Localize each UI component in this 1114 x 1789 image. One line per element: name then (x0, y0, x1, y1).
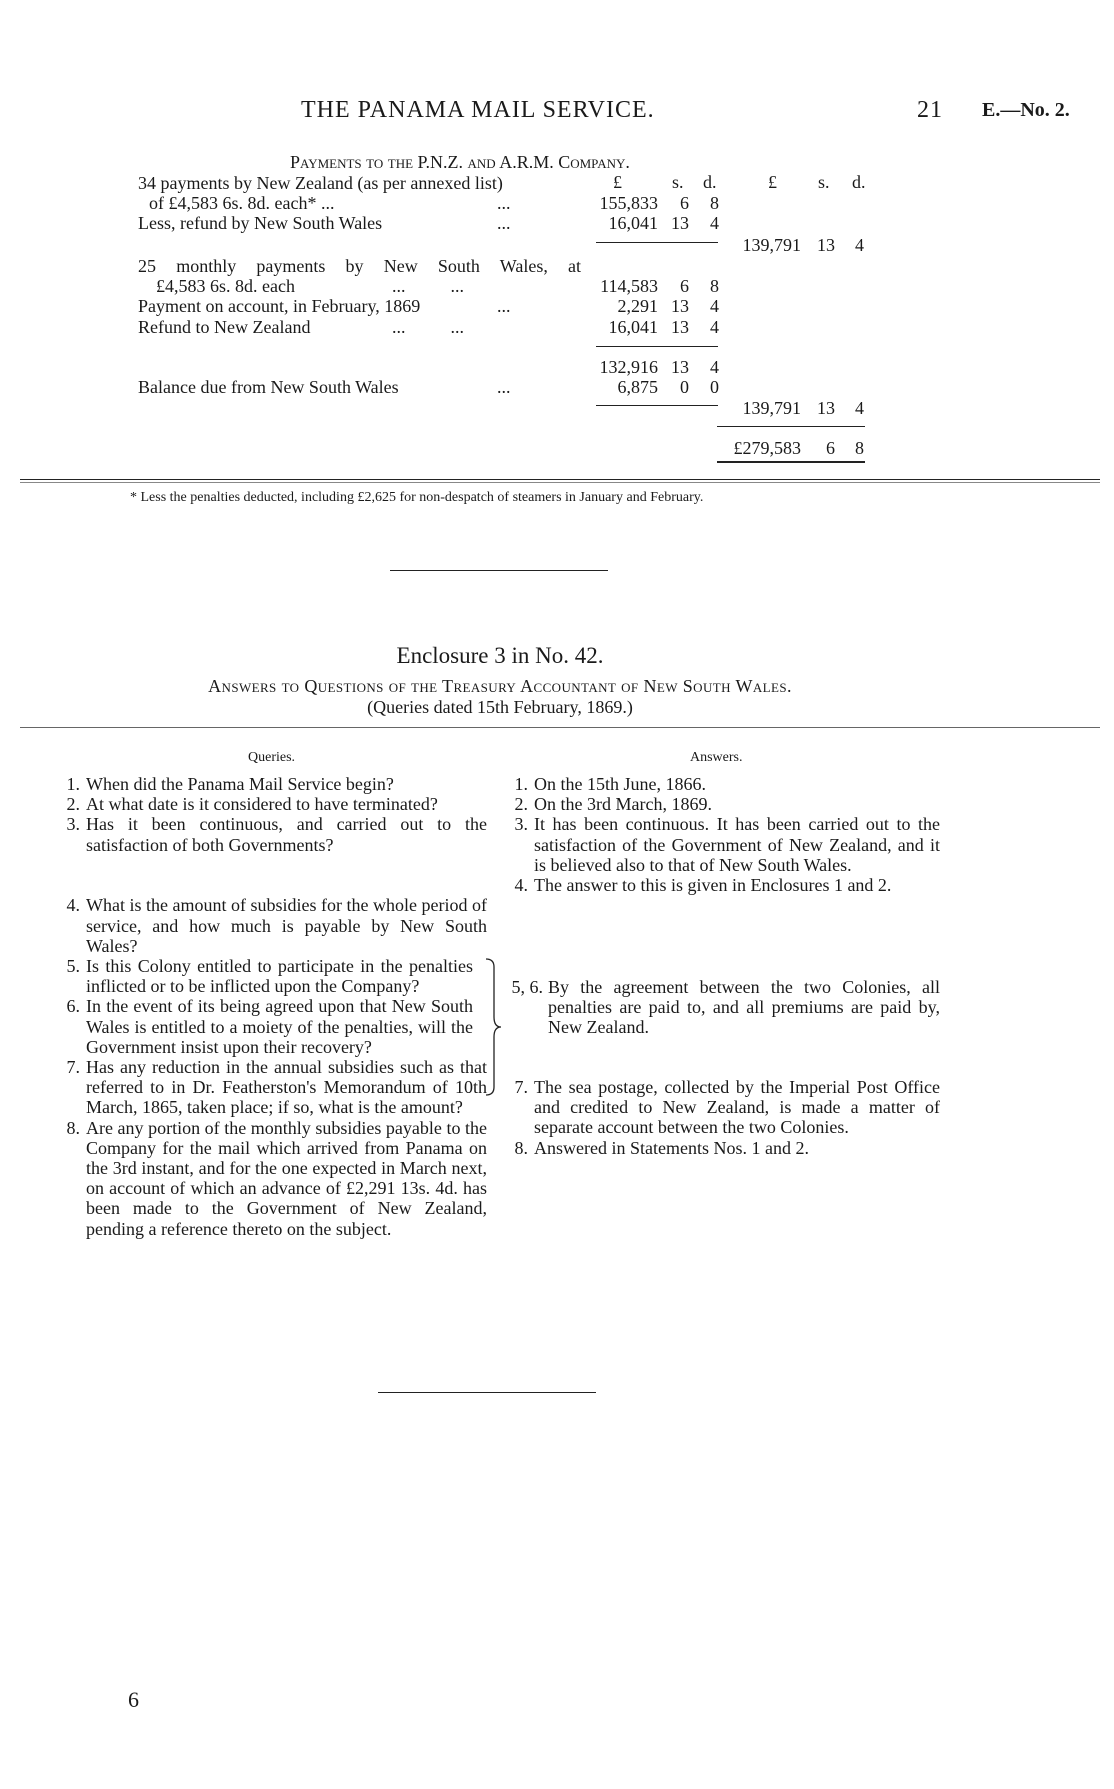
page-signature-mark: 6 (128, 1687, 139, 1712)
amount-pence: 4 (710, 357, 719, 377)
amount-pounds: 6,875 (617, 377, 658, 397)
divider-rule (20, 479, 1100, 480)
answer-item: 4. The answer to this is given in Enclosures 1 and 2. (514, 875, 892, 896)
answers-heading: Answers. (690, 750, 743, 765)
query-item: 7. Has any reduction in the annual subsidies such as that referred to in Dr. Featherston's Memorandum of 10th March, 1865, taken place; if so, what is the amount? (66, 1057, 487, 1118)
queries-heading: Queries. (248, 750, 296, 765)
payment-line-text: Refund to New Zealand (138, 317, 311, 337)
query-item: 4. What is the amount of subsidies for the whole period of service, and how much is payable by New South Wales? (66, 895, 487, 956)
query-item: 3. Has it been continuous, and carried out to the satisfaction of both Governments? (66, 814, 487, 855)
leader-dots: ... (497, 193, 511, 213)
total-pounds: 139,791 (742, 235, 801, 255)
query-item: 5. Is this Colony entitled to participate in the penalties inflicted or to be inflicted upon the Company? (66, 956, 473, 997)
amount-shillings: 0 (680, 377, 689, 397)
enclosure-subtitle: Answers to Questions of the Treasury Accountant of New South Wales. (208, 676, 792, 696)
answer-item: 1. On the 15th June, 1866. (514, 774, 706, 794)
answer-item: 2. On the 3rd March, 1869. (514, 794, 712, 815)
amount-shillings: 13 (671, 296, 689, 316)
leader-dots: ... (497, 213, 511, 233)
amount-pence: 0 (710, 377, 719, 397)
total-pence: 4 (855, 398, 864, 418)
page-title: THE PANAMA MAIL SERVICE. (301, 97, 655, 123)
amount-shillings: 13 (671, 357, 689, 377)
amount-pounds: 132,916 (599, 357, 658, 377)
query-item: 2. At what date is it considered to have terminated? (66, 794, 438, 815)
total-shillings: 13 (817, 235, 835, 255)
answer-item: 7. The sea postage, collected by the Imperial Post Office and credited to New Zealand, is made a matter of separate account between the two Colonies. (514, 1077, 940, 1138)
amount-shillings: 13 (671, 317, 689, 337)
col-head-pounds: £ (613, 172, 622, 192)
query-item: 1. When did the Panama Mail Service begin? (66, 774, 394, 794)
total-shillings: 13 (817, 398, 835, 418)
section-divider (390, 570, 608, 571)
payment-line-text: Balance due from New South Wales (138, 377, 399, 397)
amount-pence: 4 (710, 317, 719, 337)
total-rule (717, 426, 865, 427)
col-head-shillings: s. (672, 172, 684, 192)
query-item: 6. In the event of its being agreed upon that New South Wales is entitled to a moiety of the penalties, will the Government insist upon their recovery? (66, 996, 473, 1057)
paper-reference: E.—No. 2. (982, 99, 1070, 121)
payment-line-text: Payment on account, in February, 1869 (138, 296, 421, 316)
leader-dots: ... ... (392, 317, 464, 337)
grand-total-shillings: 6 (826, 438, 835, 458)
payment-line-text: 25 monthly payments by New South Wales, at (138, 256, 581, 276)
amount-pounds: 114,583 (600, 276, 658, 296)
enclosure-dated: (Queries dated 15th February, 1869.) (367, 697, 633, 717)
col-head-pounds-total: £ (768, 172, 777, 192)
query-item: 8. Are any portion of the monthly subsidies payable to the Company for the mail which arrived from Panama on the 3rd instant, and for the one expected in March next, on account of which an advance of £2,291 13s. 4d. has been made to the Government of New Zealand, pending a reference thereto on the subject. (66, 1117, 487, 1239)
amount-pence: 8 (710, 193, 719, 213)
payments-heading: Payments to the P.N.Z. and A.R.M. Company. (290, 152, 630, 172)
payment-line-text: £4,583 6s. 8d. each (156, 276, 295, 296)
answers-column (498, 774, 940, 1158)
amount-pounds: 16,041 (608, 317, 658, 337)
amount-shillings: 6 (680, 276, 689, 296)
enclosure-title: Enclosure 3 in No. 42. (396, 643, 604, 668)
leader-dots: ... ... (392, 276, 464, 296)
payment-line-text: of £4,583 6s. 8d. each* ... (149, 193, 335, 213)
leader-dots: ... (497, 377, 511, 397)
footnote: * Less the penalties deducted, including £2,625 for non-despatch of steamers in January and February. (130, 490, 704, 505)
grand-total-pence: 8 (855, 438, 864, 458)
divider-rule (20, 727, 1100, 728)
col-head-pence-total: d. (852, 172, 866, 192)
payment-line-text: Less, refund by New South Wales (138, 213, 383, 233)
amount-pounds: 2,291 (617, 296, 658, 316)
page-number: 21 (917, 97, 943, 123)
section-divider (378, 1392, 596, 1393)
amount-pounds: 16,041 (608, 213, 658, 233)
amount-pounds: 155,833 (599, 193, 658, 213)
answer-item: 3. It has been continuous. It has been carried out to the satisfaction of the Government of New Zealand, and it is believed also to that of New South Wales. (514, 814, 940, 875)
amount-shillings: 13 (671, 213, 689, 233)
grand-total-pounds: £279,583 (733, 438, 801, 458)
amount-shillings: 6 (680, 193, 689, 213)
total-pence: 4 (855, 235, 864, 255)
leader-dots: ... (497, 296, 511, 316)
amount-pence: 4 (710, 296, 719, 316)
answer-item: 5, 6. By the agreement between the two Colonies, all penalties are paid to, and all premiums are paid by, New Zealand. (511, 977, 940, 1038)
payment-line-text: 34 payments by New Zealand (as per annexed list) (138, 173, 503, 193)
amount-pence: 8 (710, 276, 719, 296)
grand-total-rule (717, 461, 865, 463)
amount-pence: 4 (710, 213, 719, 233)
queries-column (50, 774, 487, 1239)
col-head-shillings-total: s. (818, 172, 830, 192)
subtotal-rule (596, 346, 718, 347)
total-pounds: 139,791 (742, 398, 801, 418)
divider-rule (20, 482, 1100, 483)
answer-item: 8. Answered in Statements Nos. 1 and 2. (514, 1137, 809, 1158)
col-head-pence: d. (703, 172, 717, 192)
